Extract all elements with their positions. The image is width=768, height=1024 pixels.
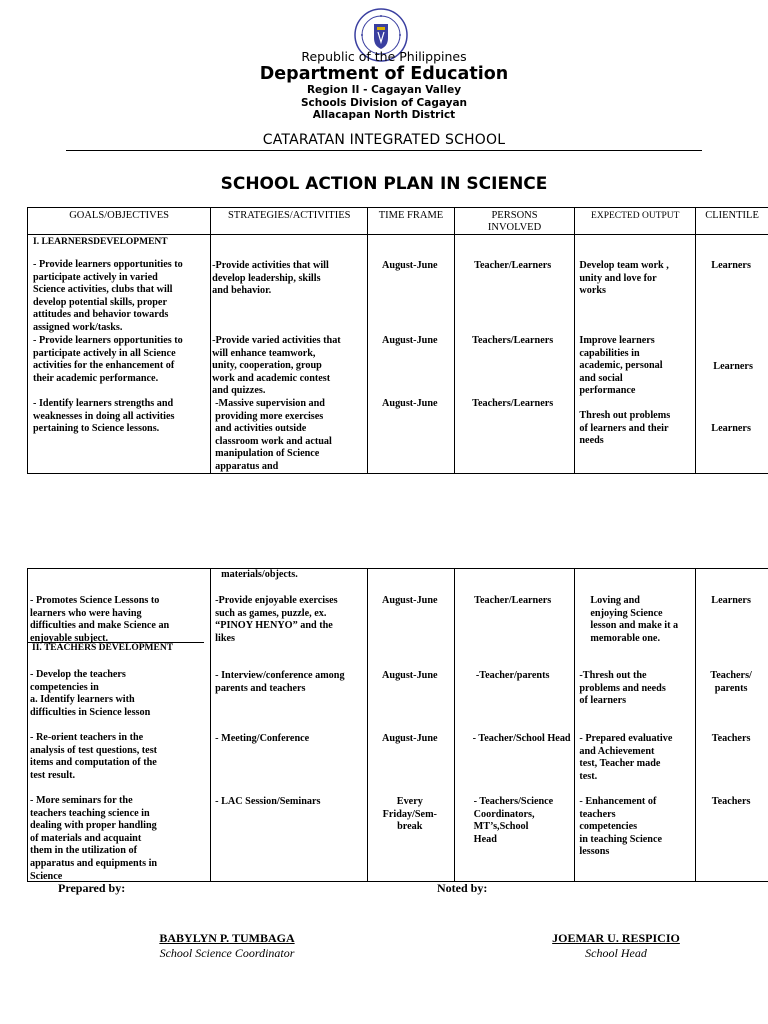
clientele: Teachers <box>711 796 751 807</box>
goal-item: - Promotes Science Lessons to learners who were having difficulties and make Science an enjoyable subject. <box>30 595 170 644</box>
persons-involved: - Teachers/Science Coordinators, MT’s,School Head <box>473 796 554 845</box>
col-goals-header: GOALS/OBJECTIVES <box>28 208 211 235</box>
clientele: Learners <box>711 260 751 271</box>
section-heading: II. TEACHERS DEVELOPMENT <box>32 643 174 653</box>
strategy-item: - Interview/conference among parents and teachers <box>215 670 345 694</box>
table-row <box>28 235 768 474</box>
strategy-item: - Meeting/Conference <box>215 733 310 744</box>
school-name: CATARATAN INTEGRATED SCHOOL <box>262 132 506 148</box>
persons-cell <box>454 569 575 882</box>
department-name: Department of Education <box>259 64 509 84</box>
col-output-header: EXPECTED OUTPUT <box>575 208 696 235</box>
time-frame: August-June <box>382 733 438 744</box>
time-frame: August-June <box>382 595 438 606</box>
table-row <box>28 569 768 882</box>
persons-involved: Teacher/Learners <box>474 595 552 606</box>
header-divider <box>66 150 702 151</box>
noter-name: JOEMAR U. RESPICIO <box>552 931 680 945</box>
clientele: Teachers <box>711 733 751 744</box>
time-frame: August-June <box>382 335 438 346</box>
noted-by-label: Noted by: <box>437 881 488 895</box>
col-time-header: TIME FRAME <box>368 208 454 235</box>
persons-involved: Teachers/Learners <box>472 335 554 346</box>
persons-involved: Teacher/Learners <box>474 260 552 271</box>
time-cell <box>368 569 454 882</box>
strategy-item: -Massive supervision and providing more exercises and activities outside classroom work and actual manipulation of Science apparatus and <box>215 398 332 472</box>
strategy-item: - LAC Session/Seminars <box>215 796 321 807</box>
expected-output: Loving and enjoying Science lesson and make it a memorable one. <box>590 595 679 644</box>
expected-output: Thresh out problems of learners and their needs <box>579 410 671 447</box>
clientele: Teachers/ parents <box>710 670 752 694</box>
strategy-item: -Provide varied activities that will enhance teamwork, unity, cooperation, group work and academic contest and quizzes. <box>212 335 341 397</box>
goal-item: - More seminars for the teachers teaching science in dealing with proper handling of materials and acquaint them in the utilization of apparatus and equipments in Science <box>30 795 158 882</box>
goal-item: - Provide learners opportunities to participate actively in all Science activities for the enhancement of their academic performance. <box>33 335 183 384</box>
division-line: Schools Division of Cagayan <box>300 97 468 109</box>
strategies-cell <box>211 235 368 474</box>
page-title: SCHOOL ACTION PLAN IN SCIENCE <box>220 174 548 194</box>
region-line: Region II - Cagayan Valley <box>306 84 462 96</box>
output-cell <box>575 569 696 882</box>
time-frame: August-June <box>382 670 438 681</box>
prepared-by-label: Prepared by: <box>58 881 126 895</box>
preparer-role: School Science Coordinator <box>159 946 295 960</box>
republic-line: Republic of the Philippines <box>301 49 467 64</box>
table-header-row <box>28 208 768 235</box>
strategy-item: -Provide activities that will develop leadership, skills and behavior. <box>212 260 329 297</box>
section-heading: I. LEARNERSDEVELOPMENT <box>33 237 168 247</box>
action-plan-table-part1 <box>27 207 768 474</box>
col-strategies-header: STRATEGIES/ACTIVITIES <box>211 208 368 235</box>
output-cell <box>575 235 696 474</box>
persons-involved: -Teacher/parents <box>475 670 550 681</box>
clientele-cell <box>696 235 768 474</box>
col-clientele-header: CLIENTILE <box>696 208 768 235</box>
expected-output: - Enhancement of teachers competencies in teaching Science lessons <box>579 796 663 858</box>
preparer-name: BABYLYN P. TUMBAGA <box>159 931 295 945</box>
action-plan-table-part2 <box>27 568 768 882</box>
clientele: Learners <box>711 423 751 434</box>
goals-cell <box>28 235 211 474</box>
clientele: Learners <box>713 361 753 372</box>
persons-involved: - Teacher/School Head <box>472 733 571 744</box>
expected-output: - Prepared evaluative and Achievement test, Teacher made test. <box>579 733 673 782</box>
persons-cell <box>454 235 575 474</box>
time-frame: Every Friday/Sem- break <box>382 796 437 833</box>
goal-item: - Identify learners strengths and weaknesses in doing all activities pertaining to Science lessons. <box>33 398 175 435</box>
district-line: Allacapan North District <box>312 109 456 121</box>
strategy-continuation: materials/objects. <box>221 569 298 580</box>
goal-item: - Re-orient teachers in the analysis of test questions, test items and computation of the test result. <box>30 732 158 781</box>
clientele: Learners <box>711 595 751 606</box>
col-persons-header: PERSONS INVOLVED <box>454 208 575 235</box>
clientele-cell <box>696 569 768 882</box>
expected-output: Improve learners capabilities in academic, personal and social performance <box>579 335 663 397</box>
strategies-cell <box>211 569 368 882</box>
goal-item: - Provide learners opportunities to participate actively in varied Science activities, clubs that will develop potential skills, proper attitudes and behavior towards assigned work/tasks. <box>33 259 183 333</box>
time-cell <box>368 235 454 474</box>
time-frame: August-June <box>382 398 438 409</box>
time-frame: August-June <box>382 260 438 271</box>
strategy-item: -Provide enjoyable exercises such as games, puzzle, ex. “PINOY HENYO” and the likes <box>215 595 338 644</box>
goal-item: - Develop the teachers competencies in a. Identify learners with difficulties in Science lesson <box>30 669 151 718</box>
expected-output: -Thresh out the problems and needs of learners <box>579 670 666 707</box>
expected-output: Develop team work , unity and love for works <box>579 260 669 297</box>
persons-involved: Teachers/Learners <box>472 398 554 409</box>
noter-role: School Head <box>585 946 647 960</box>
goals-cell <box>28 569 211 882</box>
